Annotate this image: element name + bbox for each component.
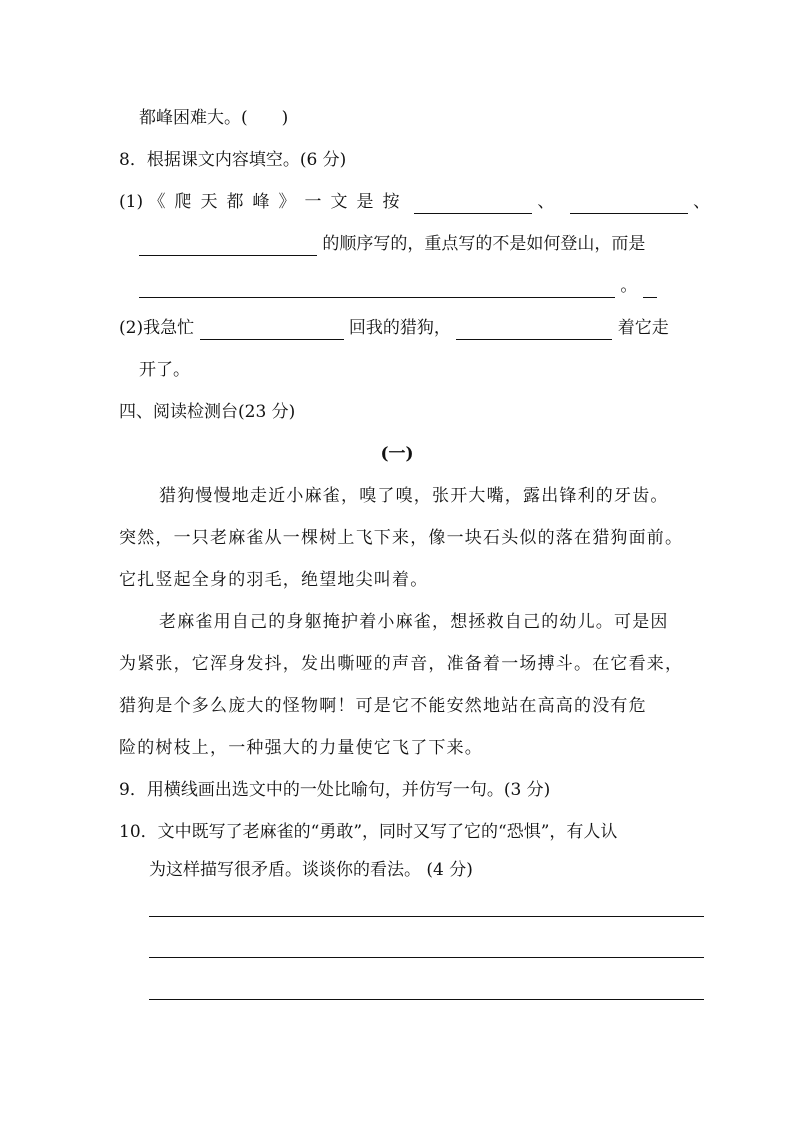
q8-sub1-text: 《爬天都峰》一文是按 xyxy=(148,192,409,212)
passage-line: 猎狗慢慢地走近小麻雀，嗅了嗅，张开大嘴，露出锋利的牙齿。 xyxy=(159,486,669,506)
answer-line-2[interactable] xyxy=(149,957,704,958)
q8-sub2-line1 xyxy=(119,316,669,340)
q8-sub2-end: 着它走 xyxy=(617,318,669,338)
q8-blank-6[interactable] xyxy=(456,319,612,340)
q8-sub1-end: 。 xyxy=(620,276,638,296)
passage-line: 猎狗是个多么庞大的怪物啊！可是它不能安然地站在高高的没有危 xyxy=(119,696,647,716)
q8-blank-5[interactable] xyxy=(200,319,344,340)
passage-line: 险的树枝上，一种强大的力量使它飞了下来。 xyxy=(119,738,483,758)
q8-sub1-line1 xyxy=(119,190,710,214)
passage-line: 为紧张，它浑身发抖，发出嘶哑的声音，准备着一场搏斗。在它看来， xyxy=(119,654,684,674)
passage-line: 突然，一只老麻雀从一棵树上飞下来，像一块石头似的落在猎狗面前。 xyxy=(119,528,684,548)
q8-blank-2[interactable] xyxy=(570,193,688,214)
q10-line1: 10．文中既写了老麻雀的“勇敢”，同时又写了它的“恐惧”，有人认 xyxy=(119,822,618,842)
q8-sub1-number: (1) xyxy=(119,192,144,212)
q8-separator-2: 、 xyxy=(693,192,711,212)
q8-separator-1: 、 xyxy=(537,192,555,212)
q10-line2: 为这样描写很矛盾。谈谈你的看法。 (4 分) xyxy=(149,860,473,880)
q8-sub2-mid: 回我的猎狗， xyxy=(348,318,451,338)
q8-sub1-line2-text: 的顺序写的，重点写的不是如何登山，而是 xyxy=(322,234,646,254)
q8-sub2-prefix: (2)我急忙 xyxy=(119,318,195,338)
passage-line: 它扎竖起全身的羽毛，绝望地尖叫着。 xyxy=(119,570,429,590)
q8-sub2-line2: 开了。 xyxy=(139,360,190,380)
q8-blank-1[interactable] xyxy=(414,193,532,214)
passage-line: 老麻雀用自己的身躯掩护着小麻雀，想拯救自己的幼儿。可是因 xyxy=(159,612,669,632)
answer-line-1[interactable] xyxy=(149,916,704,917)
answer-line-3[interactable] xyxy=(149,999,704,1000)
q8-blank-4[interactable] xyxy=(139,277,615,298)
q8-title: 8．根据课文内容填空。(6 分) xyxy=(119,150,347,170)
q9-text: 9．用横线画出选文中的一处比喻句，并仿写一句。(3 分) xyxy=(119,780,551,800)
q7-tail-text: 都峰困难大。( ) xyxy=(139,108,289,128)
section4-title: 四、阅读检测台(23 分) xyxy=(119,402,296,422)
q8-sub1-line2 xyxy=(139,232,645,256)
reading-part-title: (一) xyxy=(380,444,414,464)
q8-blank-4-tail xyxy=(643,277,657,298)
q8-blank-3[interactable] xyxy=(139,235,317,256)
q8-sub1-line3 xyxy=(139,274,657,298)
